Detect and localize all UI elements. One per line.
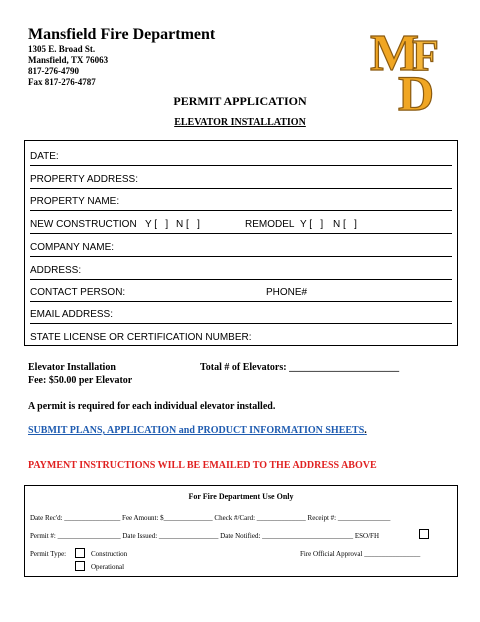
office-use-box [24, 485, 458, 577]
new-construction-no[interactable]: N [ ] [176, 219, 200, 230]
property-name-label: PROPERTY NAME: [30, 196, 120, 207]
fee-label: Fee: $50.00 per Elevator [28, 375, 133, 386]
operational-checkbox[interactable] [75, 561, 85, 571]
address-line-phone: 817-276-4790 [28, 66, 79, 76]
license-label: STATE LICENSE OR CERTIFICATION NUMBER: [30, 332, 252, 343]
office-row-receipt[interactable]: Date Rec'd: ________________ Fee Amount: $______________ Check #/Card: ______________ Receipt #: _______________ [30, 514, 391, 522]
new-construction-label: NEW CONSTRUCTION [30, 219, 137, 230]
remodel-no[interactable]: N [ ] [333, 219, 357, 230]
construction-checkbox[interactable] [75, 548, 85, 558]
address-line-street: 1305 E. Broad St. [28, 44, 96, 54]
phone-label: PHONE# [266, 287, 308, 298]
logo-letter-f: F [412, 31, 439, 80]
company-name-label: COMPANY NAME: [30, 242, 115, 253]
submit-plans-text: SUBMIT PLANS, APPLICATION and PRODUCT INFORMATION SHEETS [28, 425, 365, 436]
application-form [24, 140, 458, 346]
remodel-yes[interactable]: Y [ ] [300, 219, 324, 230]
logo-letter-d: D [398, 65, 435, 112]
office-row-permit[interactable]: Permit #: __________________ Date Issued: _________________ Date Notified: __________________________ ESO/FH [30, 532, 380, 540]
submit-plans-link[interactable] [28, 425, 367, 436]
email-label: EMAIL ADDRESS: [30, 309, 113, 320]
permit-type-title: ELEVATOR INSTALLATION [174, 117, 306, 128]
eso-fh-checkbox[interactable] [419, 529, 429, 539]
construction-label: Construction [91, 550, 128, 558]
address-line-fax: Fax 817-276-4787 [28, 77, 96, 87]
permit-required-note: A permit is required for each individual elevator installed. [28, 401, 276, 412]
permit-title: PERMIT APPLICATION [173, 94, 307, 108]
logo-letter-m: M [370, 25, 420, 82]
submit-period: . [364, 425, 367, 436]
total-elevators-field[interactable]: Total # of Elevators: ______________________ [200, 362, 400, 373]
contact-person-label: CONTACT PERSON: [30, 287, 126, 298]
address-label: ADDRESS: [30, 265, 82, 276]
address-line-city: Mansfield, TX 76063 [28, 55, 109, 65]
department-name: Mansfield Fire Department [28, 26, 216, 43]
date-label: DATE: [30, 151, 59, 162]
new-construction-yes[interactable]: Y [ ] [145, 219, 169, 230]
operational-label: Operational [91, 563, 125, 571]
permit-type-label: Permit Type: [30, 550, 67, 558]
property-address-label: PROPERTY ADDRESS: [30, 174, 138, 185]
remodel-label: REMODEL [245, 219, 295, 230]
office-use-title: For Fire Department Use Only [188, 492, 294, 501]
fire-official-approval[interactable]: Fire Official Approval ________________ [300, 550, 421, 558]
elevator-installation-label: Elevator Installation [28, 362, 116, 373]
payment-instructions: PAYMENT INSTRUCTIONS WILL BE EMAILED TO THE ADDRESS ABOVE [28, 460, 377, 471]
